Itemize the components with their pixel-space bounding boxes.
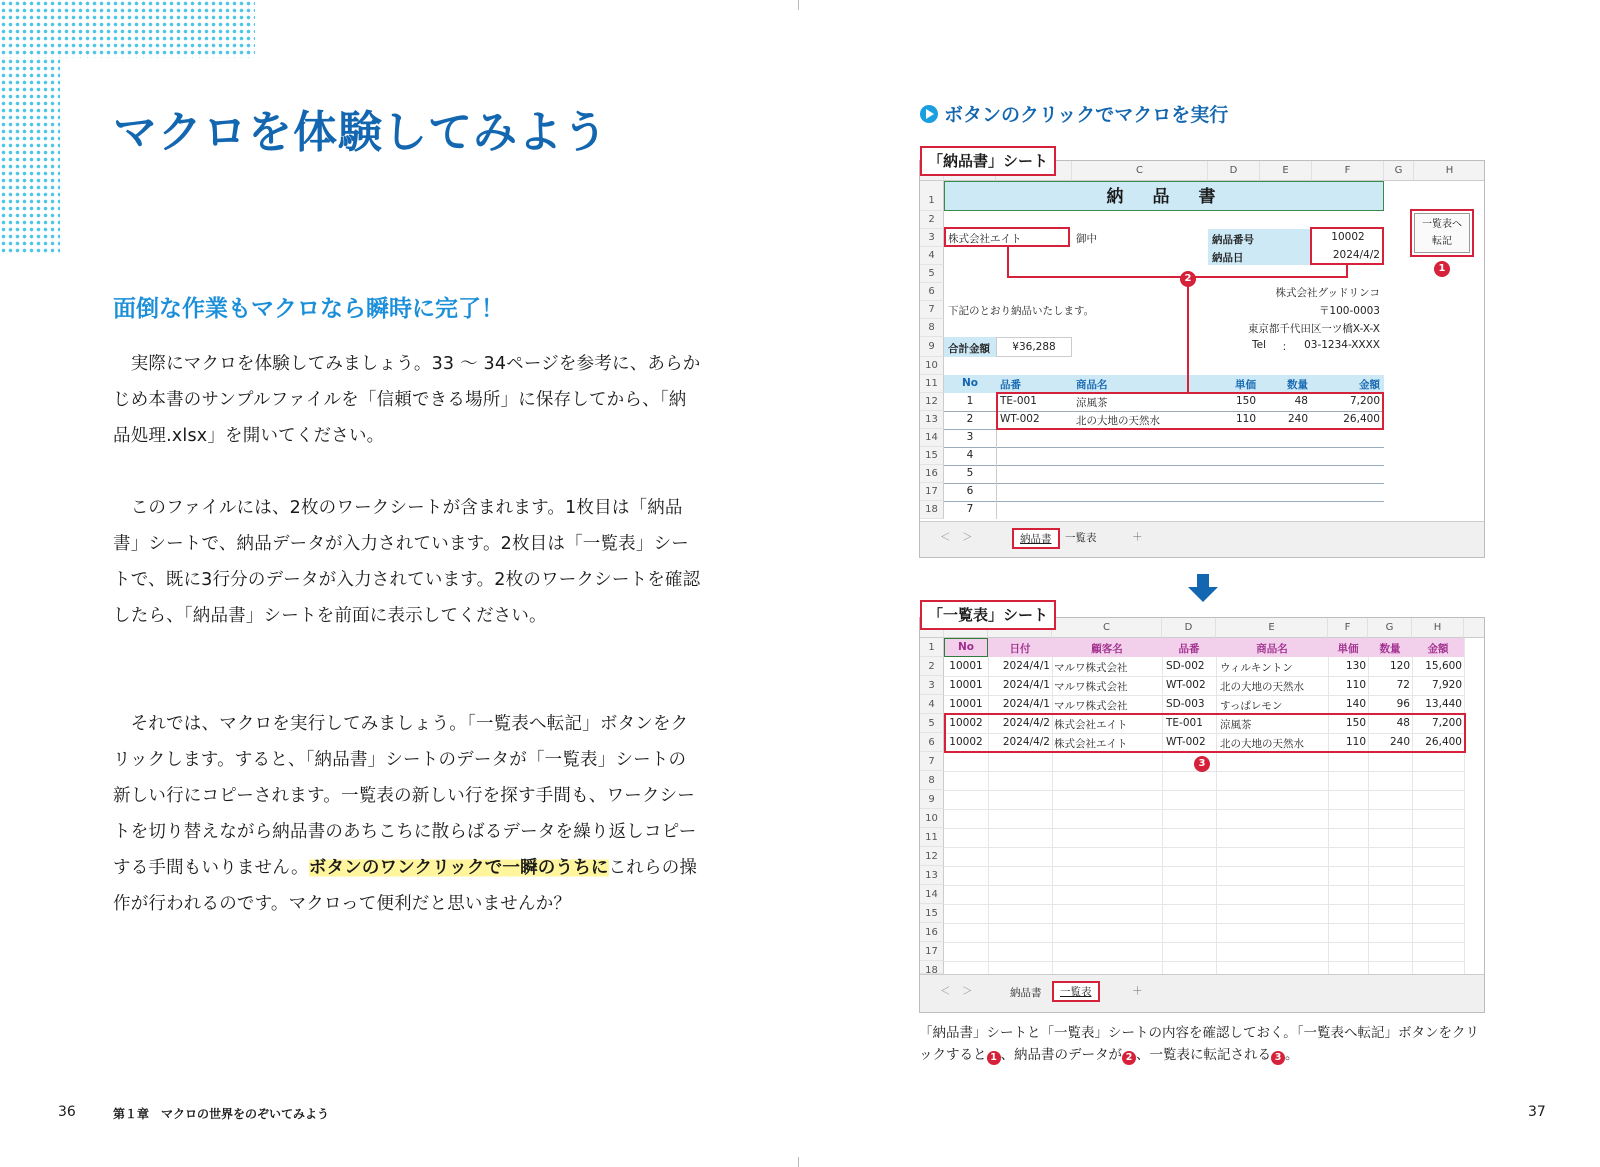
col-header-h[interactable]: H — [1414, 161, 1485, 181]
grid-line — [944, 885, 1464, 886]
list-cell[interactable]: 10002 — [949, 736, 983, 748]
row-header[interactable]: 1 — [920, 181, 944, 211]
list-cell[interactable]: 10001 — [949, 698, 983, 710]
table-cell-no[interactable]: 5 — [966, 467, 974, 479]
table-cell-no[interactable]: 6 — [966, 485, 974, 497]
chapter-footer: 第１章 マクロの世界をのぞいてみよう — [113, 1107, 330, 1121]
col-header-c[interactable]: C — [1072, 161, 1208, 181]
body-paragraph-3 — [113, 706, 703, 922]
row-header[interactable]: 9 — [920, 337, 944, 357]
invoice-date-cell[interactable]: 2024/4/2 — [1332, 249, 1380, 261]
tel-sep-cell: ： — [1282, 341, 1293, 353]
arrow-down-icon — [1188, 574, 1218, 602]
row-header[interactable]: 9 — [920, 790, 944, 809]
list-cell[interactable]: 26,400 — [1425, 736, 1462, 748]
caption-text-c: 、一覧表に転記される — [1136, 1047, 1271, 1063]
row-header[interactable]: 6 — [920, 283, 944, 301]
row-header[interactable]: 1 — [920, 638, 944, 657]
row-header[interactable]: 5 — [920, 265, 944, 283]
col-header-h[interactable]: H — [1412, 618, 1464, 638]
callout-box — [1410, 209, 1474, 257]
caption-badge-2: 2 — [1122, 1051, 1136, 1065]
grid-line — [944, 790, 1464, 791]
table-cell-code[interactable]: TE-001 — [1000, 395, 1037, 407]
tel-label-cell: Tel — [1252, 339, 1267, 351]
grid-line — [1162, 638, 1163, 974]
tel-cell[interactable]: 03-1234-XXXX — [1304, 339, 1380, 351]
total-label: 合計金額 — [944, 337, 996, 357]
connector-line — [1007, 276, 1347, 278]
list-cell[interactable]: 240 — [1389, 736, 1410, 748]
table-cell-no[interactable]: 3 — [966, 431, 974, 443]
tab-scroll-right-icon[interactable]: ＞ — [962, 985, 973, 997]
col-header-d[interactable]: D — [1162, 618, 1216, 638]
list-cell[interactable]: マルワ株式会社 — [1054, 700, 1128, 712]
row-header[interactable]: 15 — [920, 904, 944, 923]
list-cell[interactable]: 涼風茶 — [1220, 719, 1252, 731]
highlighted-phrase: ボタンのワンクリックで一瞬のうちに — [308, 858, 609, 878]
th-code: 品番 — [1000, 379, 1021, 391]
total-cell[interactable]: ¥36,288 — [996, 337, 1072, 357]
list-cell[interactable]: 7,200 — [1431, 717, 1462, 729]
callout-box — [944, 227, 1070, 247]
row-header[interactable]: 3 — [920, 229, 944, 247]
table-cell-name[interactable]: 北の大地の天然水 — [1076, 415, 1160, 427]
list-cell[interactable]: マルワ株式会社 — [1054, 662, 1128, 674]
list-cell[interactable]: 2024/4/2 — [1002, 717, 1050, 729]
col-header-g[interactable]: G — [1368, 618, 1412, 638]
table-cell-qty[interactable]: 240 — [1287, 413, 1308, 425]
row-header[interactable]: 6 — [920, 733, 944, 752]
callout-box — [996, 392, 1384, 430]
list-cell[interactable]: WT-002 — [1166, 736, 1206, 748]
crop-mark — [798, 0, 799, 10]
list-cell[interactable]: 110 — [1345, 679, 1366, 691]
table-line — [944, 501, 1384, 502]
th-name: 商品名 — [1076, 379, 1108, 391]
callout-badge-1: 1 — [1434, 261, 1450, 277]
figure-heading-text: ボタンのクリックでマクロを実行 — [944, 104, 1229, 126]
row-header[interactable]: 18 — [920, 961, 944, 974]
row-header[interactable]: 14 — [920, 885, 944, 904]
list-cell[interactable]: 10001 — [949, 660, 983, 672]
list-cell[interactable]: 2024/4/2 — [1002, 736, 1050, 748]
grid-line — [944, 942, 1464, 943]
paragraph-3-text-b: これらの操作が行われるのです。マクロって便利だと思いませんか？ — [113, 858, 698, 914]
company-cell[interactable]: 株式会社グッドリンコ — [1275, 287, 1380, 299]
invoice-title-cell[interactable]: 納 品 書 — [944, 181, 1384, 211]
row-header[interactable]: 7 — [920, 752, 944, 771]
row-header[interactable]: 16 — [920, 465, 944, 483]
table-cell-amount[interactable]: 7,200 — [1349, 395, 1380, 407]
list-th: 金額 — [1427, 643, 1449, 655]
list-cell[interactable]: 72 — [1396, 679, 1410, 691]
table-line — [944, 483, 1384, 484]
list-cell[interactable]: 140 — [1345, 698, 1366, 710]
list-cell[interactable]: 48 — [1396, 717, 1410, 729]
tab-list-sheet[interactable]: 一覧表 — [1065, 532, 1097, 544]
row-header[interactable]: 4 — [920, 247, 944, 265]
sheet-tab-bar — [920, 974, 1485, 1013]
customer-name-cell[interactable]: 株式会社エイト — [948, 233, 1022, 245]
row-header[interactable]: 11 — [920, 375, 944, 393]
callout-badge-2: 2 — [1180, 271, 1196, 287]
col-header-g[interactable]: G — [1384, 161, 1414, 181]
row-header[interactable]: 13 — [920, 866, 944, 885]
body-paragraph-1: 実際にマクロを体験してみましょう。33 〜 34ページを参考に、あらかじめ本書のサンプルファイルを「信頼できる場所」に保存してから、「納品処理.xlsx」を開いてください。 — [113, 354, 701, 446]
row-header[interactable]: 12 — [920, 847, 944, 866]
list-cell[interactable]: 110 — [1345, 736, 1366, 748]
list-sheet-label: 「一覧表」シート — [920, 600, 1056, 630]
table-cell-code[interactable]: WT-002 — [1000, 413, 1040, 425]
list-cell[interactable]: ウィルキントン — [1220, 662, 1293, 674]
th-price: 単価 — [1235, 379, 1256, 391]
list-cell[interactable]: マルワ株式会社 — [1054, 681, 1128, 693]
th-no: No — [961, 377, 978, 389]
list-sheet-screenshot — [919, 617, 1485, 1013]
row-header[interactable]: 13 — [920, 411, 944, 429]
honorific-cell[interactable]: 御中 — [1076, 233, 1097, 245]
row-header[interactable]: 16 — [920, 923, 944, 942]
col-header-f[interactable]: F — [1312, 161, 1384, 181]
tab-scroll-left-icon[interactable]: ＜ — [940, 985, 951, 997]
list-cell[interactable]: すっぱレモン — [1220, 700, 1283, 712]
table-cell-no[interactable]: 1 — [966, 395, 974, 407]
row-header[interactable]: 8 — [920, 771, 944, 790]
col-header-c[interactable]: C — [1052, 618, 1162, 638]
list-th: 顧客名 — [1091, 643, 1123, 655]
invoice-no-label: 納品番号 — [1208, 229, 1312, 247]
list-cell[interactable]: 10002 — [949, 717, 983, 729]
tab-scroll-left-icon[interactable]: ＜ — [940, 531, 951, 543]
connector-line — [1007, 247, 1009, 277]
tab-invoice-sheet[interactable]: 納品書 — [1010, 987, 1042, 999]
list-cell[interactable]: SD-002 — [1166, 660, 1205, 672]
list-th: 日付 — [1009, 643, 1031, 655]
row-header[interactable]: 4 — [920, 695, 944, 714]
row-header[interactable]: 5 — [920, 714, 944, 733]
col-header-e[interactable]: E — [1216, 618, 1328, 638]
list-cell[interactable]: 2024/4/1 — [1002, 698, 1050, 710]
list-th: No — [957, 641, 974, 653]
callout-box — [1310, 227, 1384, 265]
row-header[interactable]: 7 — [920, 301, 944, 319]
list-cell[interactable]: 株式会社エイト — [1054, 738, 1128, 750]
invoice-date-label: 納品日 — [1208, 247, 1312, 265]
list-cell[interactable]: 7,920 — [1431, 679, 1462, 691]
tab-list-sheet[interactable]: 一覧表 — [1052, 981, 1100, 1002]
grid-line — [944, 809, 1464, 810]
row-header[interactable]: 3 — [920, 676, 944, 695]
table-cell-no[interactable]: 7 — [966, 503, 974, 515]
note-cell[interactable]: 下記のとおり納品いたします。 — [948, 305, 1095, 317]
col-header-d[interactable]: D — [1208, 161, 1260, 181]
list-cell[interactable]: 130 — [1345, 660, 1366, 672]
table-cell-name[interactable]: 涼風茶 — [1076, 397, 1108, 409]
connector-line — [1187, 277, 1189, 393]
grid-line — [944, 676, 1464, 677]
list-cell[interactable]: 2024/4/1 — [1002, 660, 1050, 672]
tab-invoice-sheet[interactable]: 納品書 — [1012, 528, 1060, 549]
list-th: 単価 — [1337, 643, 1359, 655]
list-cell[interactable]: 15,600 — [1425, 660, 1462, 672]
grid-line — [944, 828, 1464, 829]
page-number-left: 36 — [58, 1104, 76, 1120]
grid-line — [1216, 638, 1217, 974]
list-cell[interactable]: SD-003 — [1166, 698, 1205, 710]
figure-caption — [919, 1022, 1489, 1066]
button-label-line2: 転記 — [1432, 236, 1452, 247]
caption-text-b: 、納品書のデータが — [1000, 1047, 1122, 1063]
table-line — [944, 465, 1384, 466]
caption-badge-3: 3 — [1271, 1051, 1285, 1065]
grid-line — [944, 847, 1464, 848]
postal-cell[interactable]: 〒100-0003 — [1318, 305, 1380, 317]
invoice-no-cell[interactable]: 10002 — [1331, 231, 1365, 243]
page-number-right: 37 — [1528, 1104, 1546, 1120]
table-cell-no[interactable]: 4 — [966, 449, 974, 461]
row-header[interactable]: 2 — [920, 657, 944, 676]
row-header[interactable]: 11 — [920, 828, 944, 847]
grid-line — [944, 695, 1464, 696]
row-header[interactable]: 15 — [920, 447, 944, 465]
col-header-f[interactable]: F — [1328, 618, 1368, 638]
list-cell[interactable]: 北の大地の天然水 — [1220, 738, 1304, 750]
corner-dot-pattern-top — [0, 0, 255, 58]
grid-line — [1052, 638, 1053, 974]
list-cell[interactable]: 13,440 — [1425, 698, 1462, 710]
list-cell[interactable]: 北の大地の天然水 — [1220, 681, 1304, 693]
list-cell[interactable]: 150 — [1345, 717, 1366, 729]
body-paragraph-2: このファイルには、2枚のワークシートが含まれます。1枚目は「納品書」シートで、納品データが入力されています。2枚目は「一覧表」シートで、既に3行分のデータが入力されています。2枚のワークシートを確認したら、「納品書」シートを前面に表示してください。 — [113, 498, 701, 626]
list-th: 商品名 — [1256, 643, 1288, 655]
list-cell[interactable]: 120 — [1389, 660, 1410, 672]
grid-line — [944, 961, 1464, 962]
page-title: マクロを体験してみよう — [113, 107, 608, 158]
table-cell-qty[interactable]: 48 — [1294, 395, 1308, 407]
invoice-sheet-screenshot — [919, 160, 1485, 558]
list-th: 数量 — [1379, 643, 1401, 655]
row-header[interactable]: 17 — [920, 483, 944, 501]
list-cell[interactable]: TE-001 — [1166, 717, 1203, 729]
play-circle-icon — [920, 105, 938, 123]
col-header-e[interactable]: E — [1260, 161, 1312, 181]
callout-box — [944, 713, 1466, 753]
row-header[interactable]: 10 — [920, 357, 944, 375]
grid-line — [944, 866, 1464, 867]
caption-text-a: 「納品書」シートと「一覧表」シートの内容を確認しておく。「一覧表へ転記」ボタンをクリックすると — [919, 1025, 1479, 1063]
list-cell[interactable]: WT-002 — [1166, 679, 1206, 691]
tab-scroll-right-icon[interactable]: ＞ — [962, 531, 973, 543]
section-subtitle: 面倒な作業もマクロなら瞬時に完了！ — [113, 296, 504, 322]
callout-badge-3: 3 — [1194, 756, 1210, 772]
table-cell-price[interactable]: 110 — [1235, 413, 1256, 425]
table-cell-amount[interactable]: 26,400 — [1343, 413, 1380, 425]
list-cell[interactable]: 10001 — [949, 679, 983, 691]
row-header[interactable]: 8 — [920, 319, 944, 337]
caption-badge-1: 1 — [987, 1051, 1001, 1065]
grid-line — [944, 923, 1464, 924]
table-cell-no[interactable]: 2 — [966, 413, 974, 425]
connector-line — [1346, 265, 1348, 278]
table-cell-price[interactable]: 150 — [1235, 395, 1256, 407]
row-header[interactable]: 14 — [920, 429, 944, 447]
crop-mark — [798, 1157, 799, 1167]
th-amount: 金額 — [1359, 379, 1380, 391]
row-header[interactable]: 12 — [920, 393, 944, 411]
button-label-line1: 一覧表へ — [1422, 219, 1462, 230]
row-header[interactable]: 17 — [920, 942, 944, 961]
caption-text-d: 。 — [1285, 1047, 1299, 1063]
grid-line — [944, 904, 1464, 905]
row-header[interactable]: 2 — [920, 211, 944, 229]
row-header[interactable]: 18 — [920, 501, 944, 519]
row-header[interactable]: 10 — [920, 809, 944, 828]
list-cell[interactable]: 96 — [1396, 698, 1410, 710]
address-cell[interactable]: 東京都千代田区一ツ橋X-X-X — [1247, 323, 1380, 335]
add-sheet-icon[interactable]: ＋ — [1132, 985, 1143, 997]
corner-dot-pattern-left — [0, 58, 60, 253]
sheet-tab-bar — [920, 521, 1485, 558]
table-line — [944, 447, 1384, 448]
figure-heading — [920, 100, 1228, 127]
paragraph-3-text-a: それでは、マクロを実行してみましょう。「一覧表へ転記」ボタンをクリックします。すると、「納品書」シートのデータが「一覧表」シートの新しい行にコピーされます。一覧表の新しい行を探す手間も、ワークシートを切り替えながら納品書のあちこちに散らばるデータを繰り返しコピーする手間もいりません。 — [113, 714, 697, 878]
list-th: 品番 — [1178, 643, 1200, 655]
th-qty: 数量 — [1287, 379, 1308, 391]
list-cell[interactable]: 株式会社エイト — [1054, 719, 1128, 731]
add-sheet-icon[interactable]: ＋ — [1132, 531, 1143, 543]
grid-line — [1464, 638, 1465, 974]
invoice-sheet-label: 「納品書」シート — [920, 146, 1056, 176]
list-cell[interactable]: 2024/4/1 — [1002, 679, 1050, 691]
